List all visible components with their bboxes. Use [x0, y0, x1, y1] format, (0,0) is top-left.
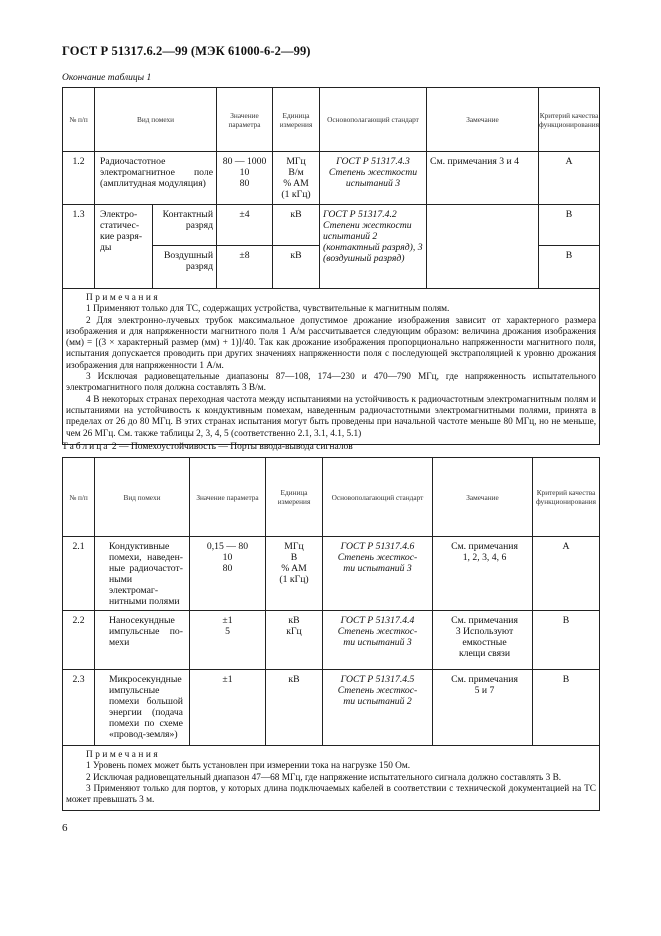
row-value: ±8 — [217, 246, 273, 289]
t1-head-standard: Основополагающий стандарт — [320, 88, 427, 152]
row-value: ±1 5 — [190, 611, 266, 670]
row-standard: ГОСТ Р 51317.4.2 Степени жесткости испытаний 2 (контактный разряд), 3 (воздушный разряд) — [320, 205, 427, 289]
row-standard: ГОСТ Р 51317.4.4 Степень жесткости испытаний 3 — [323, 611, 433, 670]
row-num: 2.1 — [63, 537, 95, 611]
table-row — [63, 205, 600, 246]
table-row — [63, 152, 600, 205]
row-value: 0,15 — 80 10 80 — [190, 537, 266, 611]
row-unit: кВ — [266, 670, 323, 746]
row-criterion: В — [533, 611, 600, 670]
row-subkind-contact: Контактный разряд — [153, 205, 217, 246]
row-kind: Наносекундные импульсные помехи — [95, 611, 190, 670]
t1-head-criterion: Критерий качества функционирования — [539, 88, 600, 152]
t2-head-criterion: Критерий качества функционирования — [533, 458, 600, 537]
t2-head-standard: Основополагающий стандарт — [323, 458, 433, 537]
row-criterion: А — [533, 537, 600, 611]
row-unit: МГц В/м % AM (1 кГц) — [273, 152, 320, 205]
row-kind: Микросекундные импульсные помехи большой энергии (подача помехи по схеме «провод-земля») — [95, 670, 190, 746]
table1 — [62, 87, 600, 445]
row-subkind-air: Воздушный разряд — [153, 246, 217, 289]
t2-head-value: Значение параметра — [190, 458, 266, 537]
t1-head-kind: Вид помехи — [95, 88, 217, 152]
row-standard: ГОСТ Р 51317.4.3 Степень жесткости испытаний 3 — [320, 152, 427, 205]
page-number: 6 — [62, 822, 68, 834]
row-standard: ГОСТ Р 51317.4.5 Степень жесткости испытаний 2 — [323, 670, 433, 746]
table2-notes-row — [63, 746, 600, 811]
row-criterion: В — [533, 670, 600, 746]
row-remark: См. примечания 3 и 4 — [427, 152, 539, 205]
row-num: 1.2 — [63, 152, 95, 205]
t1-head-remark: Замечание — [427, 88, 539, 152]
table1-caption: Окончание таблицы 1 — [62, 73, 152, 83]
row-value: ±4 — [217, 205, 273, 246]
row-kind: Радиочастотное электромагнитное поле (амплитудная модуляция) — [95, 152, 217, 205]
t2-head-kind: Вид помехи — [95, 458, 190, 537]
row-standard: ГОСТ Р 51317.4.6 Степень жесткости испытаний 3 — [323, 537, 433, 611]
table2 — [62, 457, 600, 811]
table2-caption: Таблица 2 — Помехоустойчивость — Порты ввода-вывода сигналов — [62, 442, 353, 452]
row-remark: См. примечания 5 и 7 — [433, 670, 533, 746]
t1-head-value: Значение параметра — [217, 88, 273, 152]
table2-notes: Примечания 1 Уровень помех может быть установлен при измерении тока на нагрузке 150 Ом. 2 Исключая радиовещательный диапазон 47—68 МГц, где напряжение испытательного сигнала должно составлять 3 В. 3 Применяют только для портов, у которых длина подключаемых кабелей в соответствии с технической документацией на ТС может превышать 3 м. — [63, 746, 600, 811]
row-criterion: В — [539, 246, 600, 289]
t1-head-unit: Единица измерения — [273, 88, 320, 152]
row-criterion: А — [539, 152, 600, 205]
t1-head-num: № п/п — [63, 88, 95, 152]
document-header: ГОСТ Р 51317.6.2—99 (МЭК 61000-6-2—99) — [62, 44, 311, 58]
row-unit: кВ — [273, 205, 320, 246]
row-unit: кВ — [273, 246, 320, 289]
row-remark — [427, 205, 539, 289]
t2-head-remark: Замечание — [433, 458, 533, 537]
row-num: 2.3 — [63, 670, 95, 746]
t2-head-unit: Единица измерения — [266, 458, 323, 537]
table-row — [63, 670, 600, 746]
row-unit: кВ кГц — [266, 611, 323, 670]
row-remark: См. примечания 3 Используют емкостные клещи связи — [433, 611, 533, 670]
row-remark: См. примечания 1, 2, 3, 4, 6 — [433, 537, 533, 611]
row-value: 80 — 1000 10 80 — [217, 152, 273, 205]
table1-notes-row — [63, 289, 600, 445]
row-num: 1.3 — [63, 205, 95, 289]
table-row — [63, 537, 600, 611]
row-kind: Электростатические разряды — [95, 205, 153, 289]
table1-notes: Примечания 1 Применяют только для ТС, содержащих устройства, чувствительные к магнитным полям. 2 Для электронно-лучевых трубок максимальное допустимое дрожание изображения зависит от характерного размера изображения и для напряженности магнитного поля 1 А/м рассчитывается следующим образом: величина дрожания изображения (мм) = [(3 × характерный размер (мм) + 1)]/40. Так как дрожание изображения пропорционально напряженности магнитного поля, испытания допускается проводить при других значениях напряженности поля с последующей экстраполяцией к уровню дрожания изображения для напряженности 1 А/м. 3 Исключая радиовещательные диапазоны 87—108, 174—230 и 470—790 МГц, где напряженность испытательного электромагнитного поля должна составлять 3 В/м. 4 В некоторых странах переходная частота между испытаниями на устойчивость к радиочастотным электромагнитным полям и испытаниями на устойчивость к кондуктивным помехам, наведенным радиочастотными электромагнитными полями, принята в пределах от 26 до 80 МГц. В этих странах испытания могут быть проведены при начальной частоте меньше 80 МГц, но не меньше, чем 26 МГц. См. также таблицы 2, 3, 4, 5 (соответственно 2.1, 3.1, 4.1, 5.1) — [63, 289, 600, 445]
table-row — [63, 611, 600, 670]
t2-head-num: № п/п — [63, 458, 95, 537]
row-kind: Кондуктивные помехи, наведенные радиочастотными электромагнитными полями — [95, 537, 190, 611]
row-criterion: В — [539, 205, 600, 246]
row-num: 2.2 — [63, 611, 95, 670]
row-unit: МГц В % AM (1 кГц) — [266, 537, 323, 611]
row-value: ±1 — [190, 670, 266, 746]
